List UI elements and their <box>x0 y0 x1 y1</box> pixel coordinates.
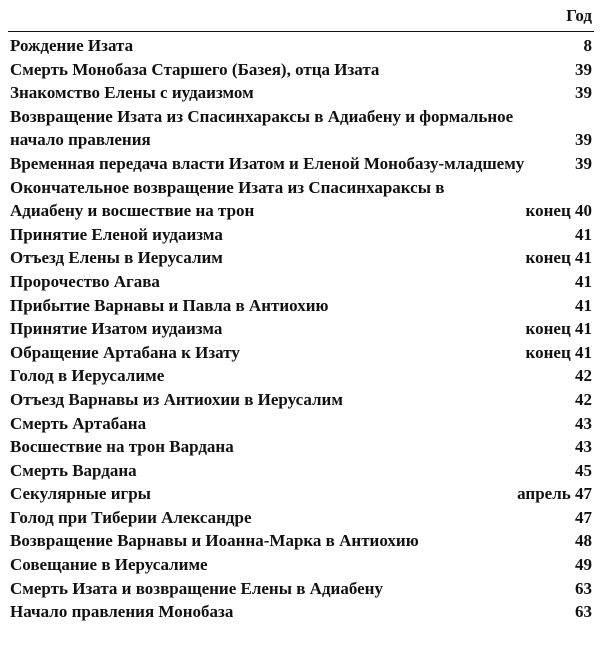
year-cell: 43 <box>575 437 592 457</box>
table-row <box>10 364 592 388</box>
year-cell: 8 <box>583 36 592 55</box>
table-row <box>10 105 592 152</box>
table-row <box>10 341 592 365</box>
year-cell: 41 <box>575 295 592 315</box>
table-row <box>10 482 592 506</box>
chronology-table <box>10 34 592 624</box>
event-cell: Прибытие Варнавы и Павла в Антиохию <box>10 295 329 315</box>
table-row <box>10 58 592 82</box>
year-cell: 39 <box>575 130 592 150</box>
event-cell: Голод в Иерусалиме <box>10 366 165 386</box>
event-cell: Смерть Изата и возвращение Елены в Адиабену <box>10 578 383 598</box>
year-cell: конец 40 <box>525 201 592 221</box>
table-row <box>10 152 592 176</box>
year-cell: 43 <box>575 413 592 433</box>
event-cell: Смерть Артабана <box>10 413 147 433</box>
year-column-header: Год <box>566 6 592 25</box>
year-cell: 39 <box>575 153 592 173</box>
event-cell: Пророчество Агава <box>10 271 160 291</box>
event-cell: Принятие Изатом иудаизма <box>10 319 223 339</box>
table-row <box>10 529 592 553</box>
event-cell: Принятие Еленой иудаизма <box>10 224 223 244</box>
year-cell: конец 41 <box>525 248 592 268</box>
event-cell: Начало правления Монобаза <box>10 602 234 622</box>
year-cell: 41 <box>575 271 592 291</box>
table-row <box>10 553 592 577</box>
table-row <box>10 317 592 341</box>
year-cell: 42 <box>575 366 592 386</box>
year-cell: 49 <box>575 555 592 575</box>
year-cell: 39 <box>575 59 592 79</box>
event-cell: Отъезд Елены в Иерусалим <box>10 248 223 268</box>
event-cell: Секулярные игры <box>10 484 151 504</box>
event-cell: Совещание в Иерусалиме <box>10 555 208 575</box>
table-row <box>10 270 592 294</box>
table-row <box>10 506 592 530</box>
year-cell: конец 41 <box>525 319 592 339</box>
year-cell: 63 <box>575 578 592 598</box>
year-cell: 47 <box>575 507 592 527</box>
table-row <box>10 577 592 601</box>
event-cell: Восшествие на трон Вардана <box>10 437 234 457</box>
table-row <box>10 223 592 247</box>
table-row <box>10 600 592 624</box>
event-cell: Возвращение Варнавы и Иоанна-Марка в Антиохию <box>10 531 419 551</box>
year-cell: конец 41 <box>525 342 592 362</box>
year-cell: 39 <box>575 83 592 103</box>
table-row <box>10 412 592 436</box>
year-cell: апрель 47 <box>517 484 592 504</box>
table-row <box>10 388 592 412</box>
table-row <box>10 435 592 459</box>
year-cell: 42 <box>575 389 592 409</box>
event-cell: Смерть Монобаза Старшего (Базея), отца Изата <box>10 59 380 79</box>
event-cell: Временная передача власти Изатом и Еленой Монобазу-младшему <box>10 153 525 173</box>
year-cell: 45 <box>575 460 592 480</box>
event-cell: Отъезд Варнавы из Антиохии в Иерусалим <box>10 389 343 409</box>
event-cell: Возвращение Изата из Спасинхараксы в Адиабену и формальное начало правления <box>10 106 514 150</box>
table-row <box>10 34 592 58</box>
table-row <box>10 246 592 270</box>
table-row <box>10 81 592 105</box>
event-cell: Знакомство Елены с иудаизмом <box>10 83 254 103</box>
event-cell: Рождение Изата <box>10 36 134 55</box>
event-cell: Обращение Артабана к Изату <box>10 342 240 362</box>
table-row <box>10 176 592 223</box>
year-cell: 48 <box>575 531 592 551</box>
table-row <box>10 459 592 483</box>
event-cell: Голод при Тиберии Александре <box>10 507 252 527</box>
year-cell: 41 <box>575 224 592 244</box>
year-cell: 63 <box>575 602 592 622</box>
event-cell: Окончательное возвращение Изата из Спасинхараксы в Адиабену и восшествие на трон <box>10 177 445 221</box>
event-cell: Смерть Вардана <box>10 460 137 480</box>
table-row <box>10 294 592 318</box>
header-rule <box>8 31 594 32</box>
